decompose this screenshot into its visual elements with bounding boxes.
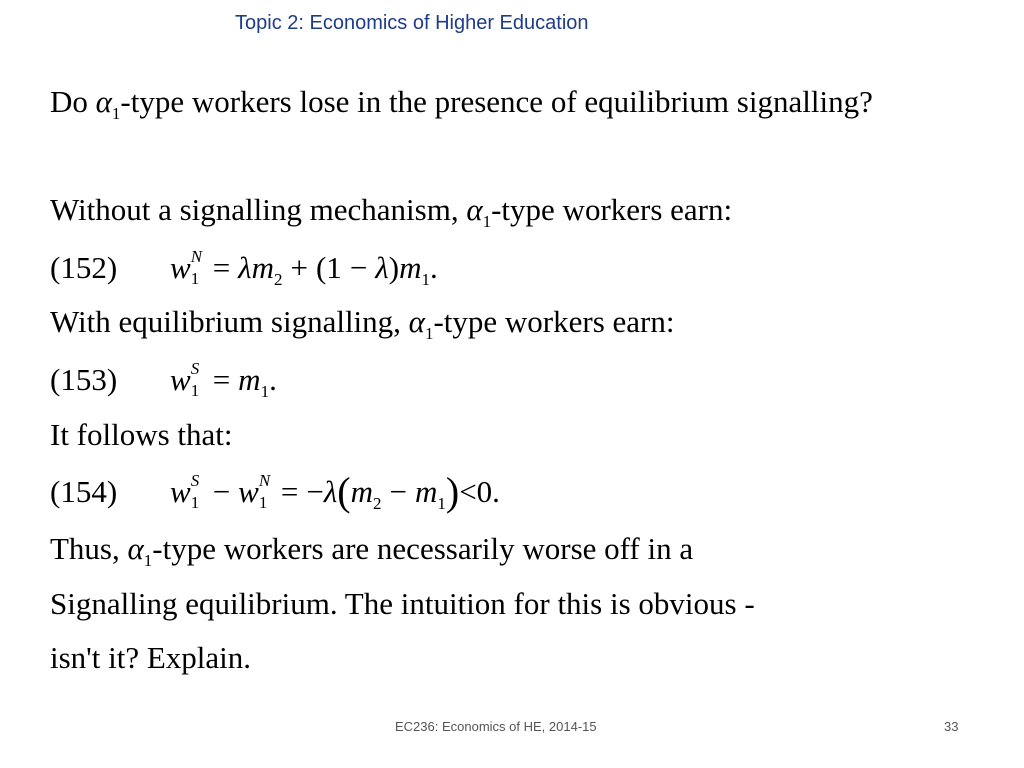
without-signalling-line <box>50 192 732 240</box>
footer-course: EC236: Economics of HE, 2014-15 <box>395 719 597 734</box>
question-line <box>50 84 873 132</box>
subscript: 1 <box>482 212 492 231</box>
equation-number: (152) <box>50 250 118 285</box>
subscript: 1 <box>111 104 121 123</box>
text: -type workers earn: <box>433 304 675 339</box>
text: Thus, <box>50 531 120 566</box>
alpha-symbol: α <box>127 531 144 566</box>
equation-153: (153) w S 1 = $m_1$. <box>50 358 277 401</box>
text: With equilibrium signalling, <box>50 304 401 339</box>
equation-number: (153) <box>50 362 118 397</box>
alpha-symbol: α <box>466 192 483 227</box>
equation-number: (154) <box>50 474 118 509</box>
subscript: 1 <box>143 551 153 570</box>
subscript: 1 <box>424 324 434 343</box>
text: Do <box>50 84 88 119</box>
slide-header: Topic 2: Economics of Higher Education <box>235 12 589 34</box>
with-signalling-line <box>50 304 674 352</box>
equation-152: (152) w N 1 = $\lambda m_2 + (1 - \lambda)m_1$. <box>50 246 438 289</box>
page-number: 33 <box>944 719 959 734</box>
it-follows-line: It follows that: <box>50 417 233 452</box>
equation-154: (154) w S 1 − w N 1 = $-\lambda(m_2 - m_1)<0$. <box>50 469 500 514</box>
signalling-eq-line: Signalling equilibrium. The intuition for this is obvious - <box>50 586 755 621</box>
thus-line <box>50 531 693 579</box>
text: Without a signalling mechanism, <box>50 192 459 227</box>
alpha-symbol: α <box>95 84 112 119</box>
explain-line: isn't it? Explain. <box>50 640 252 675</box>
text: -type workers are necessarily worse off in a <box>152 531 694 566</box>
text: -type workers lose in the presence of equilibrium signalling? <box>120 84 873 119</box>
text: -type workers earn: <box>491 192 733 227</box>
alpha-symbol: α <box>408 304 425 339</box>
